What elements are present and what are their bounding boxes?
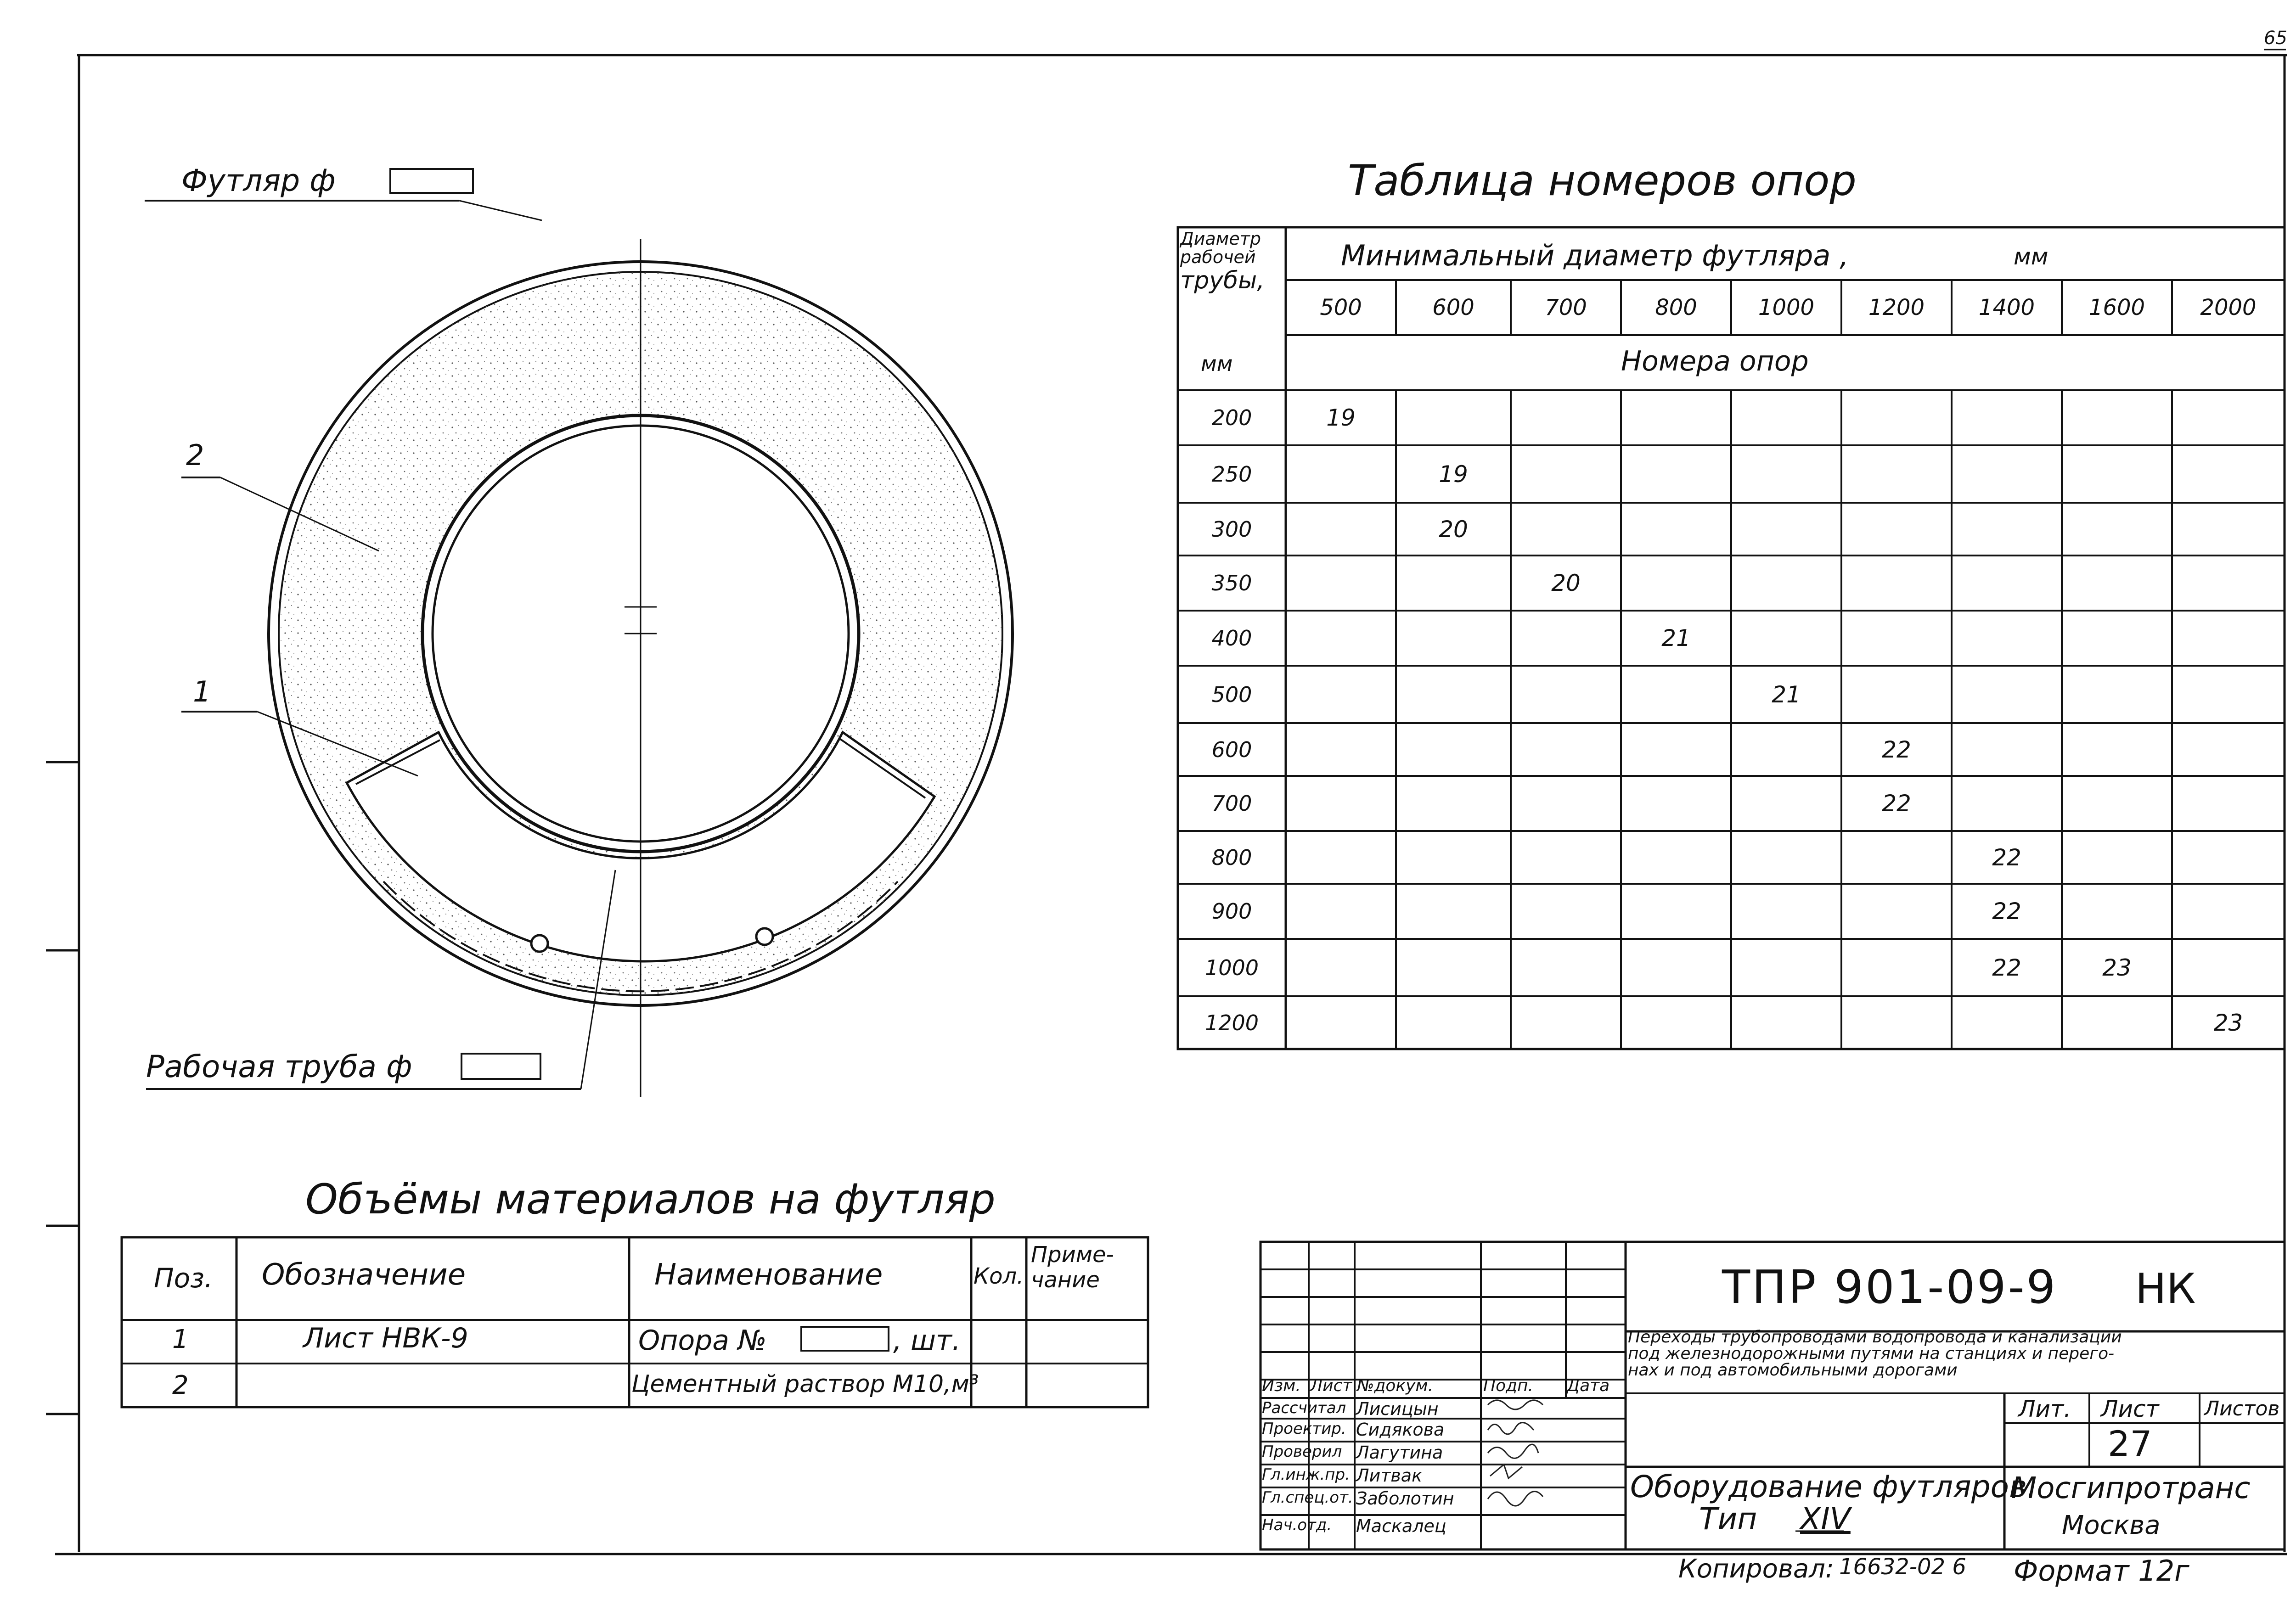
casing-label: Футляр ф <box>181 163 336 198</box>
support-number-cell <box>1511 503 1621 556</box>
support-number-cell <box>1511 884 1621 939</box>
support-number-cell <box>1731 996 1841 1049</box>
sheet-number: 27 <box>2108 1423 2152 1464</box>
signatures <box>1488 1400 1543 1506</box>
support-number-cell <box>1841 884 1952 939</box>
support-number-cell <box>1841 666 1952 723</box>
support-number-cell <box>1511 723 1621 776</box>
support-number-cell <box>2172 723 2285 776</box>
column-header: 2000 <box>2200 295 2257 320</box>
support-number-cell <box>2062 884 2172 939</box>
support-number-cell <box>2062 390 2172 445</box>
row-diameter: 1200 <box>1204 1010 1259 1035</box>
column-header: 500 <box>1320 295 1362 320</box>
title-block-col-head: Лист <box>1310 1376 1352 1395</box>
support-number-cell <box>2062 831 2172 884</box>
project-description: Переходы трубопроводами водопровода и канализации под железнодорожными путями на станциях и перего- нах и под автомобильными дорогами <box>1628 1328 2122 1380</box>
row-diameter: 700 <box>1211 791 1252 816</box>
row1-name-prefix: Опора № <box>638 1324 767 1357</box>
staff-role: Нач.отд. <box>1262 1516 1332 1534</box>
support-number-cell <box>1286 503 1396 556</box>
support-number-cell: 23 <box>2213 1009 2243 1036</box>
row1-name-suffix: , шт. <box>893 1324 961 1357</box>
column-header: 1200 <box>1868 295 1925 320</box>
staff-name: Маскалец <box>1356 1516 1446 1536</box>
support-number-cell <box>2062 776 2172 831</box>
support-number-cell <box>2172 939 2285 996</box>
support-number-cell <box>2172 390 2285 445</box>
support-number-cell <box>1286 666 1396 723</box>
support-number-cell <box>1952 503 2062 556</box>
support-number-cell: 22 <box>1992 844 2021 871</box>
support-number-cell <box>2172 556 2285 611</box>
column-header: 600 <box>1432 295 1474 320</box>
support-number-cell <box>1841 445 1952 503</box>
support-number-cell: 22 <box>1882 790 1911 817</box>
working-pipe-label: Рабочая труба ф <box>146 1049 412 1084</box>
staff-name: Сидякова <box>1356 1420 1445 1440</box>
row2-pos: 2 <box>172 1370 189 1400</box>
row-diameter: 800 <box>1211 845 1252 870</box>
support-number-cell <box>2172 445 2285 503</box>
header-notes-1: Приме- <box>1031 1242 1114 1268</box>
support-number-cell: 21 <box>1772 681 1801 708</box>
support-number-cell <box>1511 666 1621 723</box>
support-number-cell <box>1286 996 1396 1049</box>
format: Формат 12г <box>2014 1554 2189 1588</box>
group-unit: мм <box>2014 243 2048 270</box>
support-number-cell <box>1841 939 1952 996</box>
support-number-cell <box>1396 996 1511 1049</box>
support-number-cell <box>1621 884 1731 939</box>
support-number-cell <box>2172 503 2285 556</box>
sheet-head: Лист <box>2101 1396 2159 1422</box>
title-block-col-head: №докум. <box>1357 1376 1434 1395</box>
header-notes-2: чание <box>1031 1267 1100 1293</box>
header-qty: Кол. <box>974 1263 1024 1289</box>
support-number-cell: 20 <box>1551 570 1581 596</box>
support-number-cell <box>1621 939 1731 996</box>
lit-head: Лит. <box>2018 1396 2071 1422</box>
support-number-cell <box>1286 939 1396 996</box>
support-number-cell <box>2172 666 2285 723</box>
support-number-cell <box>1731 503 1841 556</box>
support-number-cell: 22 <box>1882 736 1911 763</box>
staff-role: Рассчитал <box>1262 1399 1346 1417</box>
support-number-cell <box>1731 831 1841 884</box>
row-diameter: 300 <box>1211 516 1252 542</box>
support-number-cell <box>2062 611 2172 666</box>
support-number-cell <box>1952 723 2062 776</box>
support-number-cell <box>1952 611 2062 666</box>
supports-table-title: Таблица номеров опор <box>1348 156 1857 205</box>
support-number-cell <box>2172 611 2285 666</box>
group-header: Минимальный диаметр футляра , <box>1341 239 1849 272</box>
support-number-cell <box>1396 611 1511 666</box>
support-number-cell <box>1621 390 1731 445</box>
sheets-head: Листов <box>2204 1397 2280 1420</box>
support-number-cell <box>1731 884 1841 939</box>
row-diameter: 500 <box>1211 682 1252 707</box>
support-number-cell <box>1841 503 1952 556</box>
pipe-cross-section <box>145 169 1013 1097</box>
title-block-col-head: Подп. <box>1483 1376 1533 1395</box>
support-number-cell <box>2172 884 2285 939</box>
support-number-cell <box>1621 996 1731 1049</box>
staff-name: Лисицын <box>1356 1399 1439 1419</box>
staff-role: Проверил <box>1262 1442 1342 1461</box>
support-number-cell <box>1621 831 1731 884</box>
organization: Мосгипротранс <box>2011 1471 2251 1505</box>
copied-label: Копировал: <box>1678 1554 1834 1584</box>
support-number-cell <box>1396 776 1511 831</box>
title-block-col-head: Дата <box>1567 1376 1610 1395</box>
support-number-cell <box>1841 831 1952 884</box>
support-number-cell <box>1621 776 1731 831</box>
support-number-cell: 23 <box>2102 954 2132 981</box>
row-diameter: 400 <box>1211 626 1252 651</box>
support-number-cell <box>2062 996 2172 1049</box>
column-header: 1000 <box>1758 295 1815 320</box>
row1-pos: 1 <box>172 1324 189 1354</box>
support-number-cell <box>1841 556 1952 611</box>
support-number-cell <box>2062 556 2172 611</box>
support-number-cell <box>1731 611 1841 666</box>
support-number-cell: 21 <box>1661 625 1691 651</box>
support-number-cell <box>1952 390 2062 445</box>
staff-name: Лагутина <box>1356 1442 1443 1463</box>
support-number-cell <box>1286 884 1396 939</box>
sheet-corner-number: 65 <box>2264 28 2287 49</box>
support-number-cell <box>1286 723 1396 776</box>
row1-designation: Лист НВК-9 <box>303 1322 468 1354</box>
support-number-cell <box>1286 831 1396 884</box>
support-number-cell <box>1396 723 1511 776</box>
row-header: Диаметр рабочей трубы, <box>1180 229 1265 294</box>
support-number-cell <box>1731 556 1841 611</box>
support-number-cell <box>1952 996 2062 1049</box>
support-number-cell <box>1621 723 1731 776</box>
row-diameter: 900 <box>1211 899 1252 924</box>
support-number-cell <box>1952 776 2062 831</box>
support-number-cell <box>2172 776 2285 831</box>
column-header: 1600 <box>2088 295 2145 320</box>
support-number-cell <box>1731 939 1841 996</box>
support-number-cell <box>2062 445 2172 503</box>
support-number-cell <box>1952 666 2062 723</box>
support-number-cell <box>1396 831 1511 884</box>
support-number-cell <box>1286 611 1396 666</box>
materials-table-title: Объёмы материалов на футляр <box>305 1175 996 1223</box>
row-header-unit: мм <box>1201 351 1233 376</box>
support-number-cell <box>1511 831 1621 884</box>
drawing-code-suffix: НК <box>2135 1265 2196 1313</box>
support-number-cell: 19 <box>1439 460 1468 488</box>
support-number-cell <box>1621 503 1731 556</box>
city: Москва <box>2062 1510 2161 1540</box>
support-number-cell <box>1952 445 2062 503</box>
sheet-title-line1: Оборудование футляров. <box>1630 1469 2037 1504</box>
row-diameter: 200 <box>1211 405 1252 430</box>
support-number-cell <box>1841 611 1952 666</box>
support-number-cell <box>1841 390 1952 445</box>
support-number-cell <box>1952 556 2062 611</box>
support-number-cell <box>1286 556 1396 611</box>
header-designation: Обозначение <box>262 1258 466 1292</box>
support-number-cell <box>2062 723 2172 776</box>
support-number-cell <box>1396 390 1511 445</box>
support-number-cell <box>1396 556 1511 611</box>
support-number-cell <box>1511 390 1621 445</box>
row-diameter: 1000 <box>1204 955 1259 980</box>
support-number-cell <box>1511 939 1621 996</box>
sheet-title-type: Тип <box>1699 1501 1757 1537</box>
support-number-cell: 20 <box>1439 516 1468 543</box>
header-name: Наименование <box>654 1258 883 1292</box>
support-number-cell <box>2172 831 2285 884</box>
staff-name: Заболотин <box>1356 1488 1454 1509</box>
callout-2: 2 <box>186 438 204 472</box>
support-number-cell <box>2062 503 2172 556</box>
title-block-col-head: Изм. <box>1262 1376 1301 1395</box>
support-number-cell <box>1841 996 1952 1049</box>
support-number-cell <box>1621 666 1731 723</box>
support-number-cell <box>2062 666 2172 723</box>
support-number-cell <box>1731 723 1841 776</box>
support-number-cell <box>1396 939 1511 996</box>
support-number-cell <box>1511 445 1621 503</box>
support-number-cell <box>1511 996 1621 1049</box>
support-number-cell: 22 <box>1992 898 2021 925</box>
sub-header: Номера опор <box>1621 345 1809 377</box>
row2-name: Цементный раствор М10,м³ <box>631 1370 979 1398</box>
drawing-code: ТПР 901-09-9 <box>1722 1260 2058 1314</box>
support-number-cell <box>1511 611 1621 666</box>
support-number-cell: 22 <box>1992 954 2021 981</box>
staff-role: Проектир. <box>1262 1420 1346 1438</box>
copied-value: 16632-02 6 <box>1839 1554 1966 1580</box>
staff-name: Литвак <box>1356 1465 1423 1486</box>
support-number-cell <box>1731 776 1841 831</box>
support-number-cell <box>1286 776 1396 831</box>
support-number-cell <box>1511 776 1621 831</box>
header-pos: Поз. <box>154 1263 213 1294</box>
support-number-cell <box>1396 666 1511 723</box>
support-number-cell <box>1621 556 1731 611</box>
column-header: 1400 <box>1978 295 2035 320</box>
callout-1: 1 <box>193 675 211 708</box>
row-diameter: 600 <box>1211 737 1252 762</box>
support-number-cell <box>1731 445 1841 503</box>
support-number-cell <box>1621 445 1731 503</box>
column-header: 700 <box>1545 295 1587 320</box>
support-number-cell <box>1731 390 1841 445</box>
support-number-cell: 19 <box>1326 404 1356 431</box>
staff-role: Гл.инж.пр. <box>1262 1465 1350 1484</box>
support-number-cell <box>1286 445 1396 503</box>
staff-role: Гл.спец.от. <box>1262 1488 1353 1507</box>
row-diameter: 350 <box>1211 571 1252 595</box>
column-header: 800 <box>1655 295 1697 320</box>
support-number-cell <box>1396 884 1511 939</box>
sheet-type-number: XIV <box>1800 1501 1851 1537</box>
row-diameter: 250 <box>1211 461 1252 487</box>
